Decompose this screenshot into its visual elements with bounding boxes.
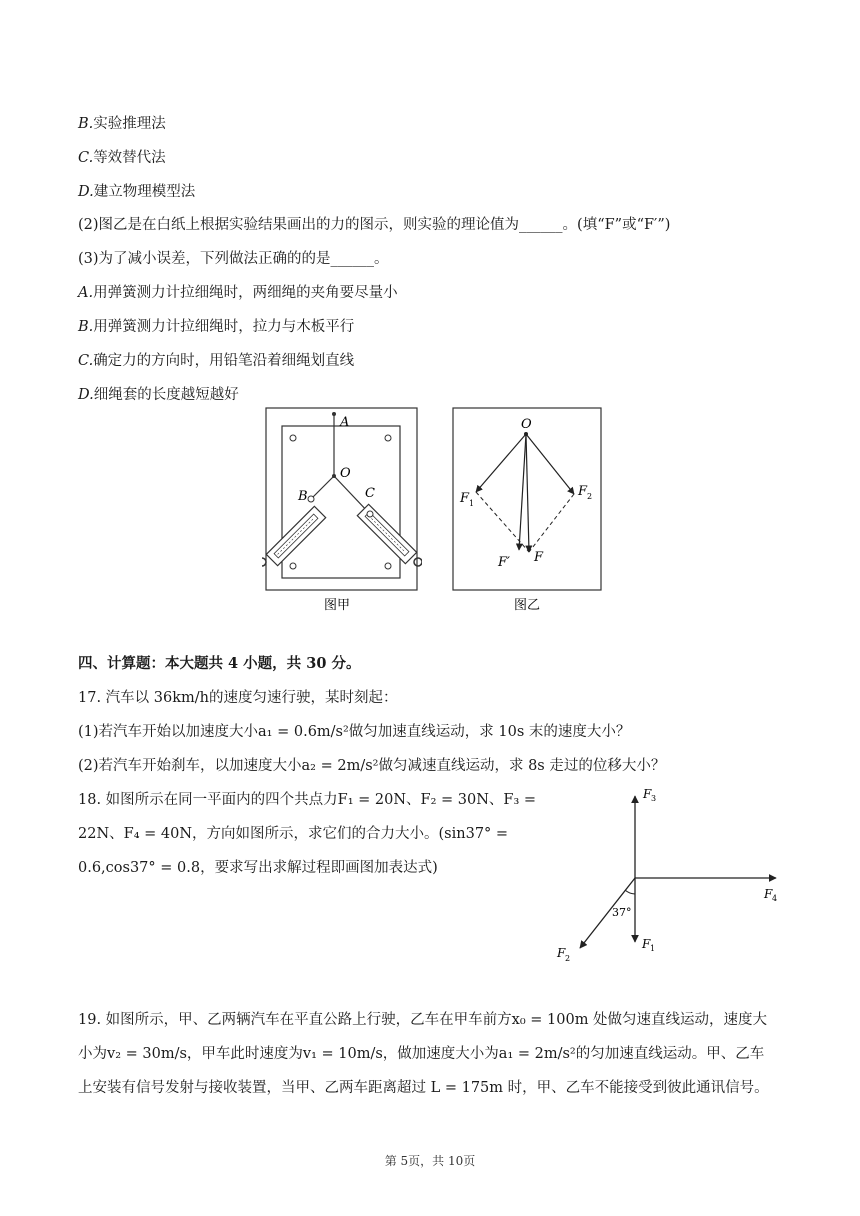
label-f-prime: F′ [498, 555, 510, 570]
option-c: C.确定力的方向时，用铅笔沿着细绳划直线 [78, 353, 355, 369]
label-c: C [365, 486, 375, 501]
angle-label: 37° [612, 906, 632, 919]
label-b: B [298, 489, 308, 504]
question-18-line-3: 0.6,cos37° = 0.8，要求写出求解过程即画图加表达式) [78, 860, 438, 876]
label-a: A [340, 415, 350, 430]
option-a: A.用弹簧测力计拉细绳时，两细绳的夹角要尽量小 [78, 285, 398, 301]
question-17-part-2: (2)若汽车开始刹车，以加速度大小a₂ = 2m/s²做匀减速直线运动，求 8s 走过的位移大小？ [78, 758, 666, 774]
svg-text:4: 4 [772, 894, 778, 903]
caption-yi: 图乙 [514, 598, 541, 613]
label-f: F [534, 550, 544, 565]
question-19-line-2: 小为v₂ = 30m/s，甲车此时速度为v₁ = 10m/s，做加速度大小为a₁ = 2m/s²的匀加速直线运动。甲、乙车 [78, 1046, 765, 1062]
label-o: O [521, 417, 532, 432]
label-f2: F [578, 484, 588, 499]
caption-jia: 图甲 [324, 598, 351, 613]
option-c: C.等效替代法 [78, 150, 166, 166]
option-d: D.细绳套的长度越短越好 [78, 387, 239, 403]
svg-text:1: 1 [469, 499, 475, 508]
option-d: D.建立物理模型法 [78, 184, 196, 200]
label-f3: F [643, 787, 652, 801]
page-footer: 第 5页，共 10页 [384, 1154, 476, 1168]
svg-text:3: 3 [651, 794, 657, 803]
option-b: B.实验推理法 [78, 116, 166, 132]
figure-yi [450, 404, 610, 619]
label-f4: F [764, 887, 773, 901]
label-o: O [340, 466, 351, 481]
question-17-stem: 17. 汽车以 36km/h的速度匀速行驶，某时刻起： [78, 690, 398, 706]
label-f1: F [460, 491, 470, 506]
label-f1: F [642, 937, 651, 951]
option-b: B.用弹簧测力计拉细绳时，拉力与木板平行 [78, 319, 355, 335]
question-18-line-1: 18. 如图所示在同一平面内的四个共点力F₁ = 20N、F₂ = 30N、F₃ = [78, 792, 537, 808]
figure-18-forces [540, 782, 790, 972]
svg-text:1: 1 [650, 944, 656, 953]
svg-text:2: 2 [587, 492, 593, 501]
svg-text:2: 2 [565, 954, 571, 963]
question-18-line-2: 22N、F₄ = 40N，方向如图所示，求它们的合力大小。(sin37° = [78, 826, 509, 842]
question-16-part-3: (3)为了减小误差，下列做法正确的的是______。 [78, 251, 389, 267]
question-19-line-1: 19. 如图所示，甲、乙两辆汽车在平直公路上行驶，乙车在甲车前方x₀ = 100m 处做匀速直线运动，速度大 [78, 1012, 768, 1028]
figure-jia [262, 404, 422, 619]
label-f2: F [557, 946, 566, 960]
question-16-part-2: (2)图乙是在白纸上根据实验结果画出的力的图示，则实验的理论值为______。(填“F”或“F′”) [78, 217, 671, 233]
question-17-part-1: (1)若汽车开始以加速度大小a₁ = 0.6m/s²做匀加速直线运动，求 10s 末的速度大小？ [78, 724, 631, 740]
question-19-line-3: 上安装有信号发射与接收装置，当甲、乙两车距离超过 L = 175m 时，甲、乙车不能接受到彼此通讯信号。 [78, 1080, 769, 1096]
section-heading: 四、计算题：本大题共 4 小题，共 30 分。 [78, 655, 361, 672]
